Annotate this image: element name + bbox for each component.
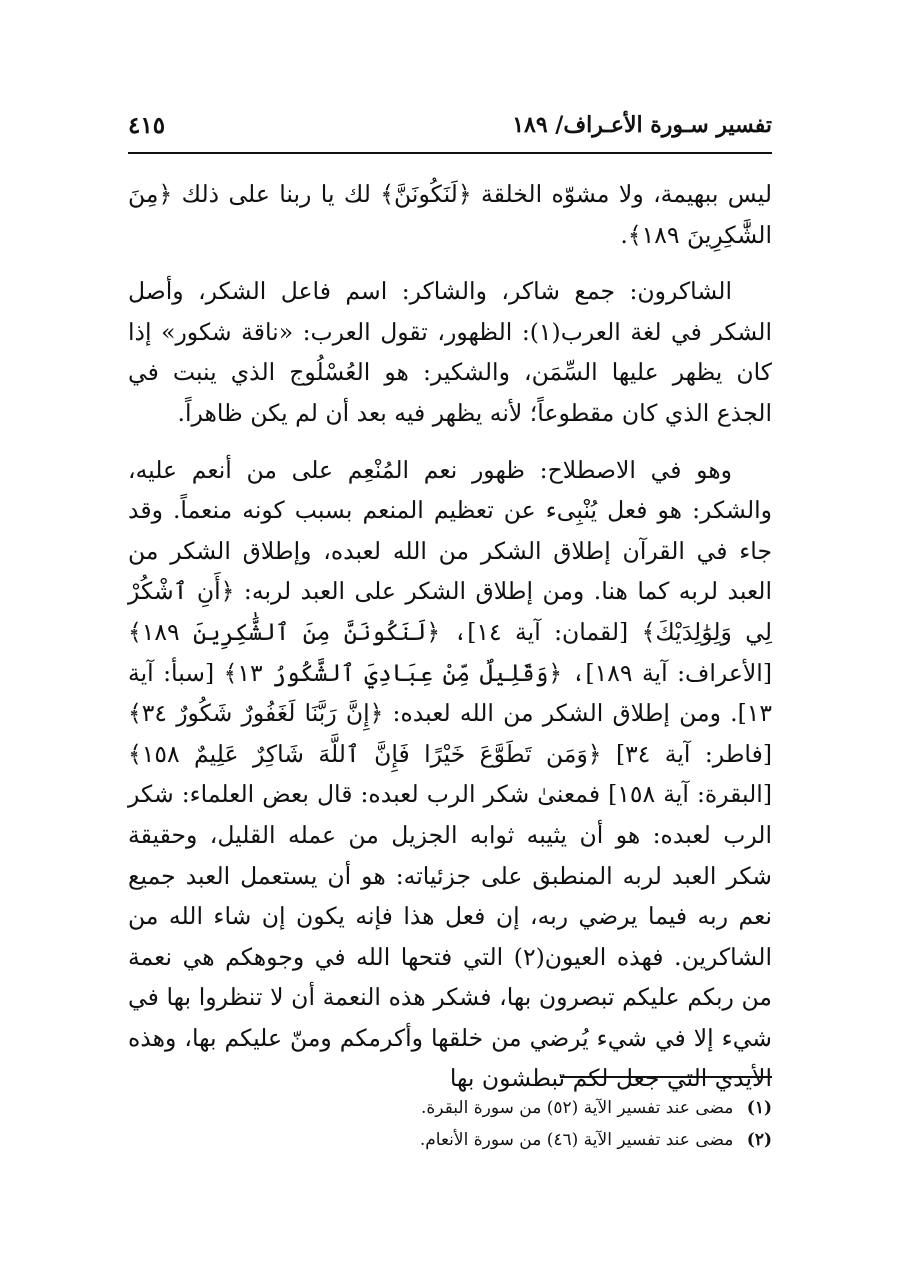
body-text <box>128 174 772 1115</box>
running-title: تفسير سـورة الأعـراف/ ١٨٩ <box>512 112 772 138</box>
footnote <box>128 1092 772 1124</box>
page-header <box>128 112 772 148</box>
paragraph: ليس ببهيمة، ولا مشوّه الخلقة ﴿لَنَكُونَنَّ﴾ لك يا ربنا على ذلك ﴿مِنَ الشَّٰكِرِينَ ١٨٩﴾. <box>128 180 772 249</box>
header-rule <box>128 152 772 154</box>
footnote-rule <box>560 1076 772 1078</box>
footnote-number: (١) <box>746 1098 772 1118</box>
book-page <box>128 112 772 1150</box>
footnote-text: مضى عند تفسير الآية (٤٦) من سورة الأنعام. <box>419 1130 734 1150</box>
footnotes <box>128 1092 772 1156</box>
paragraph: وهو في الاصطلاح: ظهور نعم المُنْعِم على من أنعم عليه، والشكر: هو فعل يُنْبِىء عن تعظيم المنعم بسبب كونه منعماً. وقد جاء في القرآن إطلاق الشكر من الله لعبده، وإطلاق الشكر من العبد لربه كما هنا. ومن إطلاق الشكر على العبد لربه: ﴿أَنِ ٱشْكُرْ لِي وَلِوَٰلِدَيْكَ﴾ [لقمان: آية ١٤]، ﴿لَنَكُونَنَّ مِنَ ٱلشَّٰكِرِينَ ١٨٩﴾ [الأعراف: آية ١٨٩]، ﴿وَقَلِيلٌ مِّنْ عِبَادِيَ ٱلشَّكُورُ ١٣﴾ [سبأ: آية ١٣]. ومن إطلاق الشكر من الله لعبده: ﴿إِنَّ رَبَّنَا لَغَفُورٌ شَكُورٌ ٣٤﴾ [فاطر: آية ٣٤] ﴿وَمَن تَطَوَّعَ خَيْرًا فَإِنَّ ٱللَّهَ شَاكِرٌ عَلِيمٌ ١٥٨﴾ [البقرة: آية ١٥٨] فمعنىٰ شكر الرب لعبده: قال بعض العلماء: شكر الرب لعبده: هو أن يثيبه ثوابه الجزيل من عمله القليل، وحقيقة شكر العبد لربه المنطبق على جزئياته: هو أن يستعمل العبد جميع نعم ربه فيما يرضي ربه، إن فعل هذا فإنه يكون إن شاء الله من الشاكرين. فهذه العيون(٢) التي فتحها الله في وجوهكم هي نعمة من ربكم عليكم تبصرون بها، فشكر هذه النعمة أن لا تنظروا بها في شيء إلا في شيء يُرضي من خلقها وأكرمكم ومنّ عليكم بها، وهذه الأيدي التي جعل لكم تبطشون بها <box>128 455 772 1093</box>
footnote <box>128 1124 772 1156</box>
footnote-number: (٢) <box>746 1130 772 1150</box>
page-number: ٤١٥ <box>128 112 166 139</box>
paragraph: الشاكرون: جمع شاكر، والشاكر: اسم فاعل الشكر، وأصل الشكر في لغة العرب(١): الظهور، تقول العرب: «ناقة شكور» إذا كان يظهر عليها السِّمَن، والشكير: هو العُسْلُوج الذي ينبت في الجذع الذي كان مقطوعاً؛ لأنه يظهر فيه بعد أن لم يكن ظاهراً. <box>128 277 772 427</box>
footnote-text: مضى عند تفسير الآية (٥٢) من سورة البقرة. <box>421 1098 734 1118</box>
